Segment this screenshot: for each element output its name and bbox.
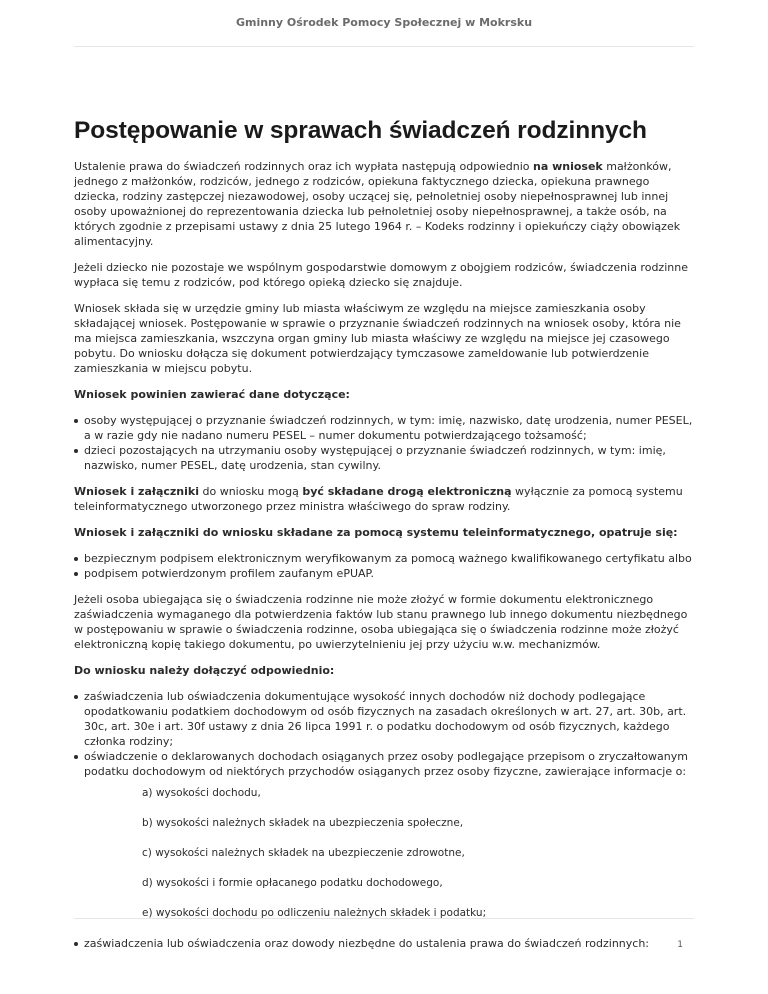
footer-divider [74, 918, 694, 919]
paragraph-electronic-copy: Jeżeli osoba ubiegająca się o świadczenia rodzinne nie może złożyć w formie dokumentu elektronicznego zaświadczenia wymaganego dla potwierdzenia faktów lub stanu prawnego lub innego dokumentu niezbędnego w postępowaniu w sprawie o świadczenia rodzinne, osoba ubiegająca się o świadczenia rodzinne może złożyć elektroniczną kopię takiego dokumentu, po uwierzytelnieniu jej przy użyciu w.w. mechanizmów. [74, 593, 688, 651]
attachments-list [74, 689, 694, 951]
sublist-item: e) wysokości dochodu po odliczeniu należnych składek i podatku; [142, 907, 487, 919]
section-heading-attachments: Do wniosku należy dołączyć odpowiednio: [74, 664, 335, 677]
list-item: bezpiecznym podpisem elektronicznym weryfikowanym za pomocą ważnego kwalifikowanego certyfikatu albo [74, 551, 694, 566]
paragraph-electronic-submission [74, 484, 694, 514]
list-item: zaświadczenia lub oświadczenia dokumentujące wysokość innych dochodów niż dochody podlegające opodatkowaniu podatkiem dochodowym od osób fizycznych na zasadach określonych w art. 27, art. 30b, art. 30c, art. 30e i art. 30f ustawy z dnia 26 lipca 1991 r. o podatku dochodowym od osób fizycznych, każdego członka rodziny; [74, 689, 694, 749]
section-heading-application-data: Wniosek powinien zawierać dane dotyczące: [74, 388, 350, 401]
paragraph-intro [74, 159, 694, 249]
signature-list [74, 551, 694, 581]
paragraph-where-to-submit: Wniosek składa się w urzędzie gminy lub miasta właściwym ze względu na miejsce zamieszkania osoby składającej wniosek. Postępowanie w sprawie o przyznanie świadczeń rodzinnych na wniosek osoby, która nie ma miejsca zamieszkania, wszczyna organ gminy lub miasta właściwy ze względu na miejsce jej czasowego pobytu. Do wniosku dołącza się dokument potwierdzający tymczasowe zameldowanie lub potwierdzenie zamieszkania w miejscu pobytu. [74, 302, 681, 375]
text-span: wyłącznie za pomocą systemu teleinformatycznego utworzonego przez ministra właściwego do spraw rodziny. [74, 485, 683, 513]
page-number: 1 [677, 940, 683, 950]
page-header [74, 0, 694, 47]
list-item-text: oświadczenie o deklarowanych dochodach osiąganych przez osoby podlegające przepisom o zryczałtowanym podatku dochodowym od niektórych przychodów osiąganych przez osoby fizyczne, zawierające informacje o: [84, 750, 688, 778]
income-info-sublist [84, 786, 694, 920]
list-item: zaświadczenia lub oświadczenia oraz dowody niezbędne do ustalenia prawa do świadczeń rodzinnych: [74, 936, 694, 951]
list-item: dzieci pozostających na utrzymaniu osoby występującej o przyznanie świadczeń rodzinnych, w tym: imię, nazwisko, numer PESEL, datę urodzenia, stan cywilny. [74, 443, 694, 473]
intro-bold-text: na wniosek [533, 160, 603, 173]
intro-text-end: małżonków, jednego z małżonków, rodziców, jednego z rodziców, opiekuna faktycznego dziecka, opiekuna prawnego dziecka, rodziny zastępczej niezawodowej, osoby uczącej się, pełnoletniej osoby niepełnosprawnej lub innej osoby upoważnionej do reprezentowania dziecka lub pełnoletniej osoby niepełnosprawnej, a także osób, na których zgodnie z przepisami ustawy z dnia 25 lutego 1964 r. – Kodeks rodzinny i opiekuńczy ciąży obowiązek alimentacyjny. [74, 160, 681, 248]
bold-text: być składane drogą elektroniczną [302, 485, 512, 498]
page-title: Postępowanie w sprawach świadczeń rodzinnych [74, 117, 647, 144]
sublist-item: a) wysokości dochodu, [142, 787, 261, 799]
paragraph-household: Jeżeli dziecko nie pozostaje we wspólnym gospodarstwie domowym z obojgiem rodziców, świadczenia rodzinne wypłaca się temu z rodziców, pod którego opieką dziecko się znajduje. [74, 261, 688, 289]
application-data-list [74, 413, 694, 473]
text-span: do wniosku mogą [199, 485, 303, 498]
article [74, 117, 694, 962]
bold-text: Wniosek i załączniki [74, 485, 199, 498]
sublist-item: d) wysokości i formie opłacanego podatku dochodowego, [142, 877, 443, 889]
list-item: osoby występującej o przyznanie świadczeń rodzinnych, w tym: imię, nazwisko, datę urodzenia, numer PESEL, a w razie gdy nie nadano numeru PESEL – numer dokumentu potwierdzającego tożsamość; [74, 413, 694, 443]
section-heading-signature: Wniosek i załączniki do wniosku składane za pomocą systemu teleinformatycznego, opatruje się: [74, 526, 678, 539]
list-item: podpisem potwierdzonym profilem zaufanym ePUAP. [74, 566, 694, 581]
sublist-item: b) wysokości należnych składek na ubezpieczenia społeczne, [142, 817, 464, 829]
intro-text-start: Ustalenie prawa do świadczeń rodzinnych oraz ich wypłata następują odpowiednio [74, 160, 533, 173]
sublist-item: c) wysokości należnych składek na ubezpieczenie zdrowotne, [142, 847, 465, 859]
site-name: Gminny Ośrodek Pomocy Społecznej w Mokrsku [235, 16, 533, 29]
list-item [74, 749, 694, 920]
